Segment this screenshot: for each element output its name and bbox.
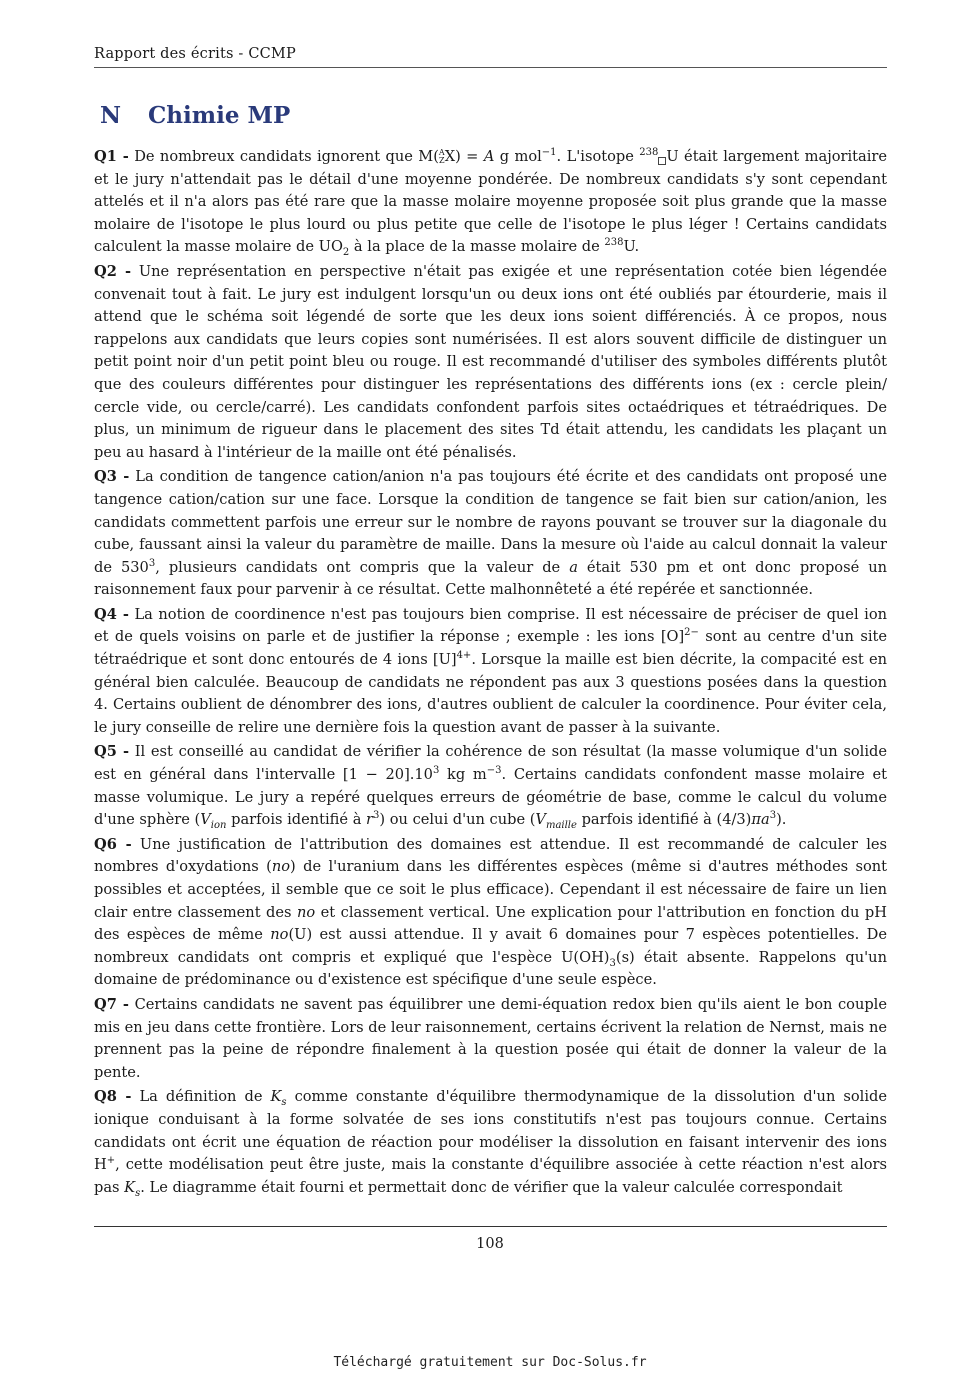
superscript: −3 xyxy=(486,765,502,777)
math-var: K xyxy=(270,1088,282,1106)
math-var: V xyxy=(535,811,546,829)
atomic-number: Z xyxy=(439,156,445,165)
header-divider xyxy=(94,67,887,68)
math-var: πa xyxy=(751,811,770,829)
question-2 xyxy=(94,261,887,464)
superscript: 4+ xyxy=(456,650,472,662)
question-label: Q3 - xyxy=(94,468,130,486)
subscript: s xyxy=(281,1097,287,1109)
report-body xyxy=(94,146,887,1201)
text-run: . Lorsque la maille est bien décrite, la compacité est en général bien calculée. Beaucoup de candidats ne répondent pas aux 3 questions posées dans la question 4. Certains oublient de dénombrer des ions, d'autres oublient de calculer la coordinence. Pour éviter cela, le jury conseille de relire une dernière fois la question avant de passer à la suivante. xyxy=(94,651,887,736)
text-run: . Le diagramme était fourni et permettait donc de vérifier que la valeur calculée correspondait xyxy=(140,1178,843,1196)
text-run: ) de l'uranium dans les différentes espèces (même si d'autres méthodes sont possibles et acceptées, il semble que ce soit le plus efficace). Cependant il est nécessaire de faire un lien clair entre classement des xyxy=(94,858,888,921)
superscript: 238 xyxy=(604,237,624,249)
superscript: 2− xyxy=(684,627,699,639)
question-6 xyxy=(94,834,887,992)
download-footer: Téléchargé gratuitement sur Doc-Solus.fr xyxy=(333,1355,647,1370)
text-run: ) ou celui d'un cube ( xyxy=(379,811,536,829)
question-label: Q4 - xyxy=(94,605,129,623)
math-var: no xyxy=(297,903,316,921)
page-number: 108 xyxy=(476,1236,504,1252)
question-label: Q8 - xyxy=(94,1088,132,1106)
mass-number: A xyxy=(438,148,445,157)
section-title: Chimie MP xyxy=(148,102,291,129)
text-run: , cette modélisation peut être juste, mais la constante d'équilibre associée à cette réaction n'est alors pas xyxy=(94,1156,887,1196)
text-run: La notion de coordinence n'est pas toujours bien comprise. Il est nécessaire de préciser de quel ion et de quels voisins on parle et de justifier la réponse ; exemple : les ions [O] xyxy=(94,605,888,646)
subscript: maille xyxy=(545,820,577,832)
superscript: 238 xyxy=(639,147,659,159)
text-run: U. xyxy=(623,238,640,256)
question-label: Q5 - xyxy=(94,743,130,761)
question-7 xyxy=(94,994,887,1084)
text-run: La condition de tangence cation/anion n'a pas toujours été écrite et des candidats ont proposé une tangence cation/cation sur une face. Lorsque la condition de tangence se fait bien sur cation/anion, les candidats commettent parfois une erreur sur le nombre de rayons pouvant se trouver sur la diagonale du cube, faussant ainsi la valeur du paramètre de maille. Dans la mesure où l'aide au calcul donnait la valeur de 530 xyxy=(94,468,887,576)
superscript: 3 xyxy=(148,557,156,569)
subscript: ion xyxy=(210,820,227,832)
section-heading xyxy=(100,102,290,129)
text-run: Certains candidats ne savent pas équilibrer une demi-équation redox bien qu'ils aient le bon couple mis en jeu dans cette frontière. Lors de leur raisonnement, certains écrivent la relation de Nernst, mais ne prennent pas la peine de répondre finalement à la question posée qui était de donner la valeur de la pente. xyxy=(94,995,887,1081)
question-label: Q2 - xyxy=(94,262,132,280)
superscript: 3 xyxy=(432,765,440,777)
text-run: Une représentation en perspective n'était pas exigée et une représentation cotée bien légendée convenait tout à fait. Le jury est indulgent lorsqu'un ou deux ions ont été oubliés par étourderie, mais il attend que le schéma soit légendé de sorte que les deux ions soient différenciés. À ce propos, nous rappelons aux candidats que leurs copies sont numérisées. Il est alors souvent difficile de distinguer un petit point noir d'un petit point bleu ou rouge. Il est recommandé d'utiliser des symboles différents plutôt que des couleurs différentes pour distinguer les représentations des différents ions (ex : cercle plein/ cercle vide, ou cercle/carré). Les candidats confondent parfois sites octaédriques et tétraédriques. De plus, un minimum de rigueur dans le placement des sites Td était attendu, les candidats les plaçant un peu au hasard à l'intérieur de la maille ont été pénalisés. xyxy=(94,262,888,461)
question-label: Q7 - xyxy=(94,995,129,1013)
text-run: à la place de la masse molaire de xyxy=(349,238,605,256)
question-label: Q6 - xyxy=(94,835,132,853)
subscript: s xyxy=(135,1187,141,1199)
text-run: . Certains candidats confondent masse molaire et masse volumique. Le jury a repéré quelques erreurs de géométrie de base, comme le calcul du volume d'une sphère ( xyxy=(94,766,887,829)
superscript: 3 xyxy=(769,810,777,822)
text-run: X) = xyxy=(444,148,484,165)
text-run: Il est conseillé au candidat de vérifier la cohérence de son résultat (la masse volumique d'un solide est en général dans l'intervalle [1 − 20].10 xyxy=(94,743,887,784)
text-run: kg m xyxy=(439,766,487,784)
text-run: et classement vertical. Une explication pour l'attribution en fonction du pH des espèces de même xyxy=(94,903,887,944)
superscript: 3 xyxy=(373,810,380,822)
text-run: U était largement majoritaire et le jury n'attendait pas le détail d'une moyenne pondérée. De nombreux candidats s'y sont cependant attelés et il n'a alors pas été rare que la masse molaire moyenne proposée soit plus grande que la masse molaire de l'isotope le plus lourd ou plus petite que celle de l'isotope le plus léger ! Certains candidats calculent la masse molaire de UO xyxy=(94,148,887,256)
math-var: V xyxy=(200,811,211,829)
running-header: Rapport des écrits - CCMP xyxy=(94,46,296,62)
text-run: parfois identifié à (4/3) xyxy=(576,811,752,829)
math-var: r xyxy=(366,811,374,829)
superscript: + xyxy=(106,1155,116,1167)
subscript: 3 xyxy=(609,957,616,969)
math-var: no xyxy=(271,858,291,876)
subscript: 2 xyxy=(342,247,350,259)
section-number: N xyxy=(100,102,122,129)
text-run: (s) était absente. Rappelons qu'un domaine de prédominance ou d'existence est spécifique d'une seule espèce. xyxy=(94,948,887,989)
text-run: Une justification de l'attribution des domaines est attendue. Il est recommandé de calculer les nombres d'oxydations ( xyxy=(94,835,887,876)
question-8 xyxy=(94,1086,887,1199)
math-var: no xyxy=(270,926,289,944)
superscript: −1 xyxy=(541,147,557,159)
text-run: , plusieurs candidats ont compris que la valeur de xyxy=(155,558,570,576)
math-var: A xyxy=(483,148,495,165)
text-run: De nombreux candidats ignorent que M( xyxy=(134,148,439,165)
text-run: ). xyxy=(776,811,787,829)
text-run: parfois identifié à xyxy=(226,811,367,829)
math-var: a xyxy=(569,558,578,576)
text-run: comme constante d'équilibre thermodynamique de la dissolution d'un solide ionique conduisant à la forme solvatée de ses ions constitutifs n'est pas toujours connue. Certains candidats ont écrit une équation de réaction pour modéliser la dissolution en faisant intervenir des ions H xyxy=(94,1088,887,1174)
question-1 xyxy=(94,146,887,259)
question-label: Q1 - xyxy=(94,148,129,165)
text-run: (U) est aussi attendue. Il y avait 6 domaines pour 7 espèces potentielles. De nombreux candidats ont compris et expliqué que l'espèce U(OH) xyxy=(94,926,887,966)
text-run: . L'isotope xyxy=(556,148,640,165)
question-4 xyxy=(94,604,887,740)
question-5 xyxy=(94,741,887,831)
text-run: g mol xyxy=(494,148,542,165)
question-3 xyxy=(94,466,887,602)
math-var: K xyxy=(124,1178,136,1196)
text-run: était 530 pm et ont donc proposé un raisonnement faux pour parvenir à ce résultat. Cette malhonnêteté a été repérée et sanctionnée. xyxy=(94,558,887,599)
footer-divider xyxy=(94,1226,887,1227)
text-run: sont au centre d'un site tétraédrique et sont donc entourés de 4 ions [U] xyxy=(94,628,887,669)
text-run: La définition de xyxy=(139,1088,271,1106)
